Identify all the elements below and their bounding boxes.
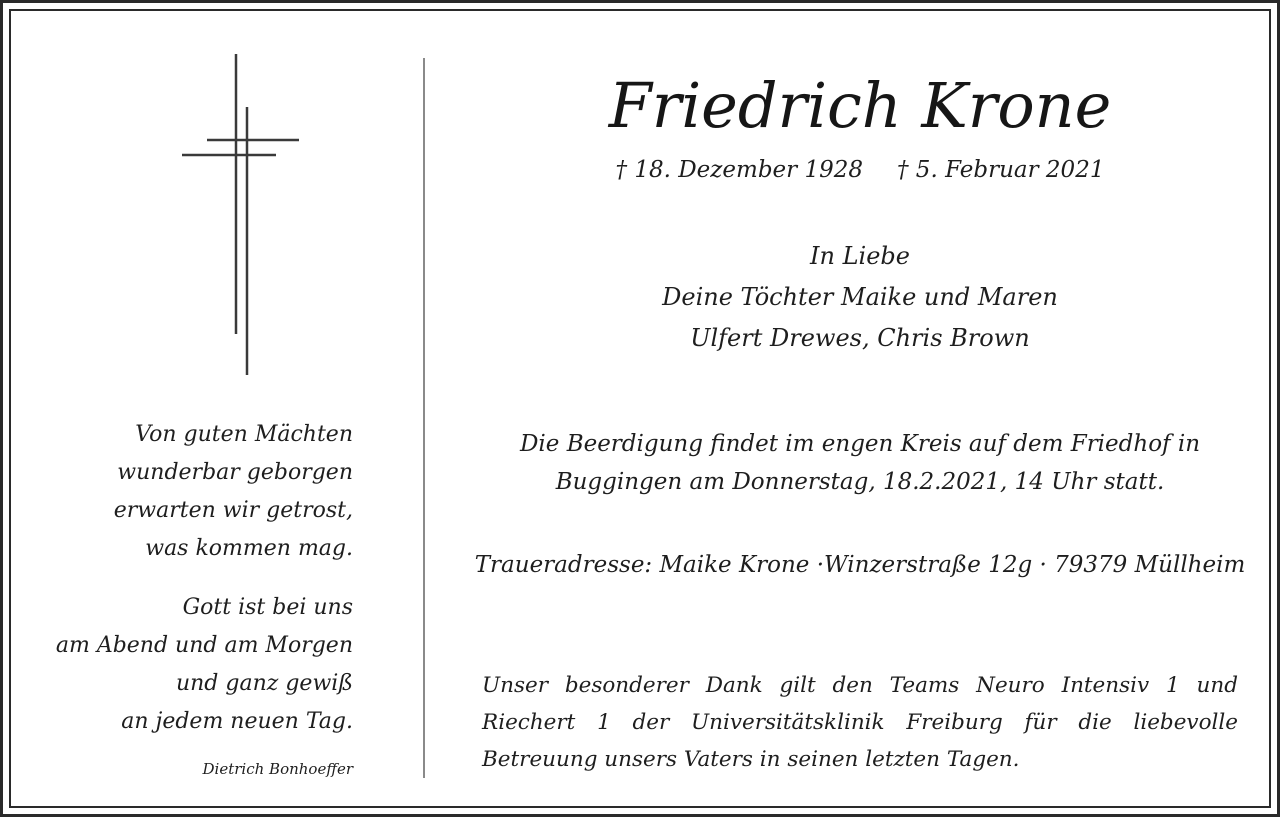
poem-line: wunderbar geborgen [117, 460, 353, 485]
poem-stanza-2 [56, 589, 353, 741]
poem-line: Gott ist bei uns [182, 595, 353, 620]
vertical-divider [423, 58, 425, 778]
funeral-line: Die Beerdigung findet im engen Kreis auf dem Friedhof in [519, 431, 1201, 457]
poem-line: erwarten wir getrost, [113, 498, 353, 523]
signers-block [470, 236, 1250, 359]
birth-date: † 18. Dezember 1928 [615, 157, 863, 183]
life-dates [470, 154, 1250, 186]
funeral-line: Buggingen am Donnerstag, 18.2.2021, 14 Uhr statt. [555, 469, 1165, 495]
signer-line: Ulfert Drewes, Chris Brown [690, 324, 1030, 352]
signer-line: Deine Töchter Maike und Maren [662, 283, 1058, 311]
double-cross-icon [180, 52, 305, 382]
poem-line: und ganz gewiß [175, 671, 353, 696]
poem-line: an jedem neuen Tag. [121, 709, 353, 734]
poem-line: was kommen mag. [145, 536, 353, 561]
signer-line: In Liebe [810, 242, 910, 270]
poem-line: Von guten Mächten [135, 422, 353, 447]
death-date: † 5. Februar 2021 [897, 157, 1105, 183]
thanks-paragraph: Unser besonderer Dank gilt den Teams Neuro Intensiv 1 und Riechert 1 der Universitätsklinik Freiburg für die liebevolle Betreuung unsers Vaters in seinen letzten Tagen. [482, 673, 1238, 772]
poem-author: Dietrich Bonhoeffer [202, 760, 353, 778]
mourning-address: Traueradresse: Maike Krone ·Winzerstraße 12g · 79379 Müllheim [474, 552, 1246, 578]
funeral-info [470, 425, 1250, 501]
poem-line: am Abend und am Morgen [55, 633, 353, 658]
poem-stanza-1 [114, 416, 353, 568]
deceased-name: Friedrich Krone [608, 69, 1112, 142]
